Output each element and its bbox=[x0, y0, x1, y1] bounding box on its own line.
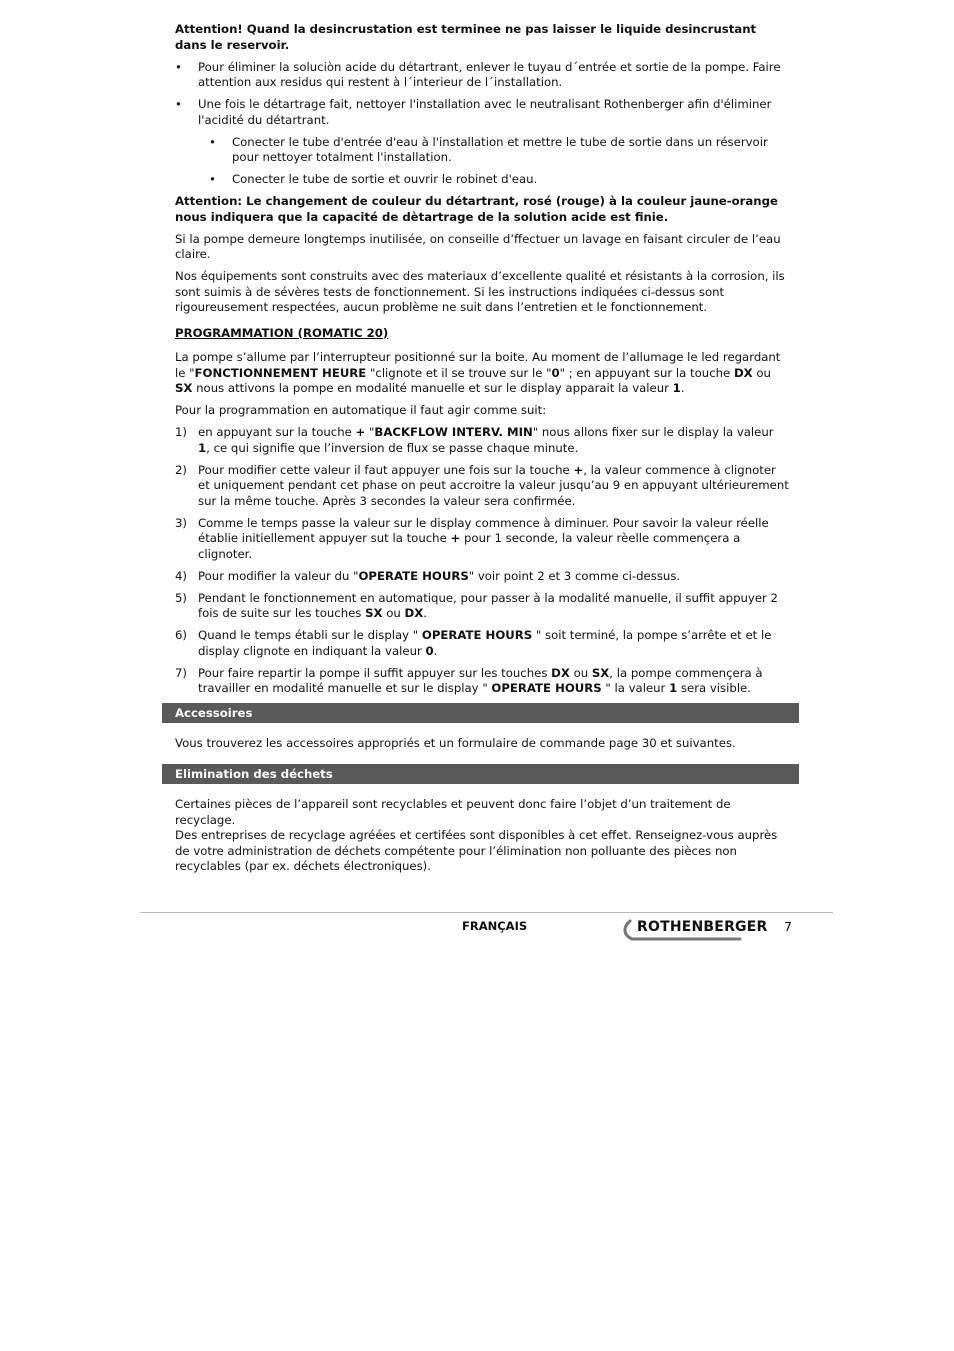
page-number: 7 bbox=[784, 919, 792, 934]
attention-desincrustation: Attention! Quand la desincrustation est terminee ne pas laisser le liquide desincrustant dans le reservoir. bbox=[175, 22, 757, 52]
sub-bullet-item: • Conecter le tube d'entrée d'eau à l'installation et mettre le tube de sortie dans un réservoir pour nettoyer totalment l'installation. bbox=[209, 134, 768, 164]
paragraph-auto-intro: Pour la programmation en automatique il faut agir comme suit: bbox=[175, 403, 547, 417]
footer-language: FRANÇAIS bbox=[462, 919, 528, 933]
bullet-item: • Une fois le détartrage fait, nettoyer l'installation avec le neutralisant Rothenberger afin d'éliminer l'acidité du détartrant. bbox=[175, 97, 772, 127]
step-item: 3) Comme le temps passe la valeur sur le display commence à diminuer. Pour savoir la valeur réelle établie initiellement appuyer sut la touche + pour 1 seconde, la valeur rèelle commençera a clignoter. bbox=[175, 515, 769, 561]
bullet-dot-icon: • bbox=[175, 97, 182, 111]
main-text bbox=[175, 22, 789, 703]
section-heading-accessoires: Accessoires bbox=[162, 703, 799, 723]
footer-divider bbox=[140, 912, 833, 913]
bullet-item: • Pour éliminer la soluciòn acide du détartrant, enlever le tuyau d´entrée et sortie de la pompe. Faire attention aux residus qui restent à l´interieur de l´installation. bbox=[175, 59, 781, 89]
attention-color-change: Attention: Le changement de couleur du détartrant, rosé (rouge) à la couleur jaune-orange nous indiquera que la capacité de dètartrage de la solution acide est finie. bbox=[175, 194, 778, 224]
paragraph-intro: La pompe s’allume par l’interrupteur positionné sur la boite. Au moment de l’allumage le led regardant le "FONCTIONNEMENT HEURE "clignote et il se trouve sur le "0" ; en appuyant sur la touche DX ou SX nous attivons la pompe en modalité manuelle et sur le display apparait la valeur 1. bbox=[175, 350, 781, 395]
bullet-dot-icon: • bbox=[209, 172, 216, 186]
programmation-heading: PROGRAMMATION (ROMATIC 20) bbox=[175, 325, 389, 340]
section-heading-elimination: Elimination des déchets bbox=[162, 764, 799, 784]
step-item: 5) Pendant le fonctionnement en automatique, pour passer à la modalité manuelle, il suffit appuyer 2 fois de suite sur les touches SX ou DX. bbox=[175, 590, 778, 620]
step-item: 7) Pour faire repartir la pompe il suffit appuyer sur les touches DX ou SX, la pompe commençera à travailler en modalité manuelle et sur le display " OPERATE HOURS " la valeur 1 sera visible. bbox=[175, 665, 763, 695]
step-item: 1) en appuyant sur la touche + "BACKFLOW INTERV. MIN" nous allons fixer sur le display la valeur 1, ce qui signifie que l’inversion de flux se passe chaque minute. bbox=[175, 425, 774, 455]
step-item: 2) Pour modifier cette valeur il faut appuyer une fois sur la touche +, la valeur commence à clignoter et uniquement pendant cet phase on peut accroitre la valeur jusqu’au 9 en appuyant ultérieurement sur la même touche. Après 3 secondes la valeur sera confirmée. bbox=[175, 462, 789, 508]
footer-brand: ROTHENBERGER bbox=[637, 919, 768, 935]
step-item: 6) Quand le temps établi sur le display " OPERATE HOURS " soit terminé, la pompe s’arrête et et le display clignote en indiquant la valeur 0. bbox=[175, 628, 772, 658]
step-item: 4) Pour modifier la valeur du "OPERATE HOURS" voir point 2 et 3 comme ci-dessus. bbox=[175, 568, 681, 583]
paragraph-storage: Si la pompe demeure longtemps inutilisée, on conseille d’ffectuer un lavage en faisant circuler de l’eau claire. bbox=[175, 231, 781, 261]
bullet-dot-icon: • bbox=[175, 59, 182, 74]
bullet-dot-icon: • bbox=[209, 134, 216, 149]
paragraph-quality: Nos équipements sont construits avec des materiaux d’excellente qualité et résistants à la corrosion, ils sont suimis à de sévères tests de fonctionnement. Si les instructions indiquées ci-dessus sont rigoureusement respectées, aucun problème ne suit dans l’entretien et le fonctionnement. bbox=[175, 269, 785, 314]
elimination-text: Certaines pièces de l’appareil sont recyclables et peuvent donc faire l’objet d’un traitement de recyclage. Des entreprises de recyclage agréées et certifées sont disponibles à cet effet. Renseignez-vous auprès de votre administration de déchets compétente pour l’élimination non polluante des pièces non recyclables (par ex. déchets électroniques). bbox=[175, 797, 778, 873]
accessoires-text: Vous trouverez les accessoires appropriés et un formulaire de commande page 30 et suivantes. bbox=[175, 736, 736, 750]
sub-bullet-item: • Conecter le tube de sortie et ouvrir le robinet d'eau. bbox=[209, 172, 538, 186]
